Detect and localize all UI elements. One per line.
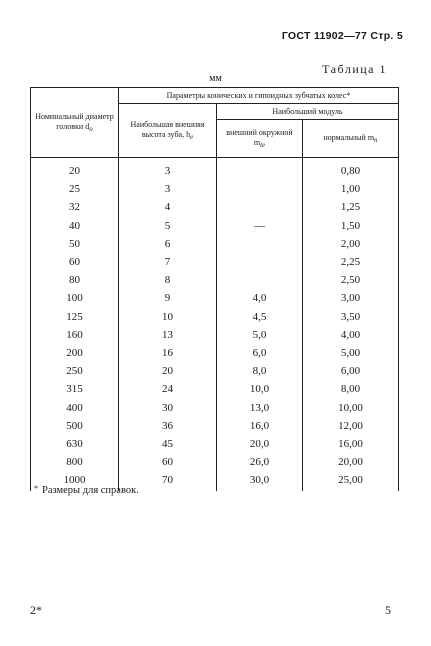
cell-mte-dash: — — [217, 158, 303, 290]
cell-mn: 3,00 — [303, 289, 399, 307]
table-row — [31, 235, 399, 253]
cell-mn: 1,50 — [303, 217, 399, 235]
table-row — [31, 344, 399, 362]
cell-mn: 12,00 — [303, 417, 399, 435]
cell-height: 3 — [119, 158, 217, 181]
table-row — [31, 308, 399, 326]
cell-diameter: 60 — [31, 253, 119, 271]
cell-mte: 16,0 — [217, 417, 303, 435]
cell-mn: 10,00 — [303, 398, 399, 416]
cell-height: 9 — [119, 289, 217, 307]
cell-diameter: 400 — [31, 398, 119, 416]
table-row — [31, 435, 399, 453]
table-row — [31, 271, 399, 289]
table-title: Таблица 1 — [322, 62, 387, 76]
table-row — [31, 453, 399, 471]
cell-height: 36 — [119, 417, 217, 435]
cell-mn: 5,00 — [303, 344, 399, 362]
cell-diameter: 50 — [31, 235, 119, 253]
standard-number: ГОСТ 11902—77 — [281, 30, 368, 42]
cell-mn: 6,00 — [303, 362, 399, 380]
cell-diameter: 40 — [31, 217, 119, 235]
column-header-diameter: Номинальный диаметр головки do — [31, 88, 119, 158]
cell-diameter: 315 — [31, 380, 119, 398]
cell-diameter: 125 — [31, 308, 119, 326]
cell-mte: 5,0 — [217, 326, 303, 344]
cell-mte: 20,0 — [217, 435, 303, 453]
cell-mte: 26,0 — [217, 453, 303, 471]
page-header — [282, 30, 403, 42]
cell-height: 45 — [119, 435, 217, 453]
cell-mte: 6,0 — [217, 344, 303, 362]
column-header-height: Наибольшая внешняя высота зуба, he — [119, 104, 217, 158]
cell-mn: 20,00 — [303, 453, 399, 471]
cell-height: 5 — [119, 217, 217, 235]
cell-mn: 1,00 — [303, 180, 399, 198]
table-header — [31, 88, 399, 158]
cell-mn: 1,25 — [303, 198, 399, 216]
cell-mte: 10,0 — [217, 380, 303, 398]
cell-diameter: 32 — [31, 198, 119, 216]
cell-diameter: 200 — [31, 344, 119, 362]
table-row — [31, 289, 399, 307]
table-row — [31, 362, 399, 380]
table-row — [31, 158, 399, 181]
cell-mn: 2,00 — [303, 235, 399, 253]
cell-height: 6 — [119, 235, 217, 253]
cell-mte: 4,5 — [217, 308, 303, 326]
units-label: мм — [209, 73, 222, 84]
table-row — [31, 198, 399, 216]
cell-diameter: 800 — [31, 453, 119, 471]
cell-diameter: 25 — [31, 180, 119, 198]
table-row — [31, 253, 399, 271]
cell-height: 60 — [119, 453, 217, 471]
footnote-text: Размеры для справок. — [42, 485, 139, 496]
parameters-table — [30, 87, 399, 491]
cell-mn: 4,00 — [303, 326, 399, 344]
cell-diameter: 20 — [31, 158, 119, 181]
cell-mte: 13,0 — [217, 398, 303, 416]
footnote — [34, 484, 139, 496]
cell-height: 4 — [119, 198, 217, 216]
cell-diameter: 1000 — [31, 471, 119, 491]
cell-diameter: 250 — [31, 362, 119, 380]
table-row — [31, 398, 399, 416]
page-label: Стр. 5 — [370, 30, 403, 42]
cell-mte: 8,0 — [217, 362, 303, 380]
cell-height: 24 — [119, 380, 217, 398]
page-number: 5 — [385, 603, 391, 617]
cell-diameter: 100 — [31, 289, 119, 307]
cell-mte: 30,0 — [217, 471, 303, 491]
cell-diameter: 80 — [31, 271, 119, 289]
cell-mn: 8,00 — [303, 380, 399, 398]
cell-mn: 2,50 — [303, 271, 399, 289]
cell-height: 70 — [119, 471, 217, 491]
table-body — [31, 158, 399, 492]
table-row — [31, 380, 399, 398]
page-signature: 2* — [30, 603, 42, 617]
cell-diameter: 500 — [31, 417, 119, 435]
column-header-mn: нормальный mn — [303, 120, 399, 158]
cell-height: 8 — [119, 271, 217, 289]
table-row — [31, 417, 399, 435]
cell-diameter: 630 — [31, 435, 119, 453]
cell-height: 16 — [119, 344, 217, 362]
cell-height: 13 — [119, 326, 217, 344]
cell-height: 10 — [119, 308, 217, 326]
cell-height: 3 — [119, 180, 217, 198]
cell-mte: 4,0 — [217, 289, 303, 307]
cell-mn: 16,00 — [303, 435, 399, 453]
cell-mn: 2,25 — [303, 253, 399, 271]
group-header-modul: Наибольший модуль — [217, 104, 399, 120]
cell-diameter: 160 — [31, 326, 119, 344]
group-header-parameters: Параметры конических и гипоидных зубчатых колес* — [119, 88, 399, 104]
table-row — [31, 180, 399, 198]
cell-height: 20 — [119, 362, 217, 380]
cell-height: 7 — [119, 253, 217, 271]
footnote-mark: * — [34, 484, 38, 493]
table-row — [31, 217, 399, 235]
cell-height: 30 — [119, 398, 217, 416]
cell-mn: 25,00 — [303, 471, 399, 491]
column-header-mte: внешний окружной mte — [217, 120, 303, 158]
table-row — [31, 326, 399, 344]
cell-mn: 0,80 — [303, 158, 399, 181]
cell-mn: 3,50 — [303, 308, 399, 326]
